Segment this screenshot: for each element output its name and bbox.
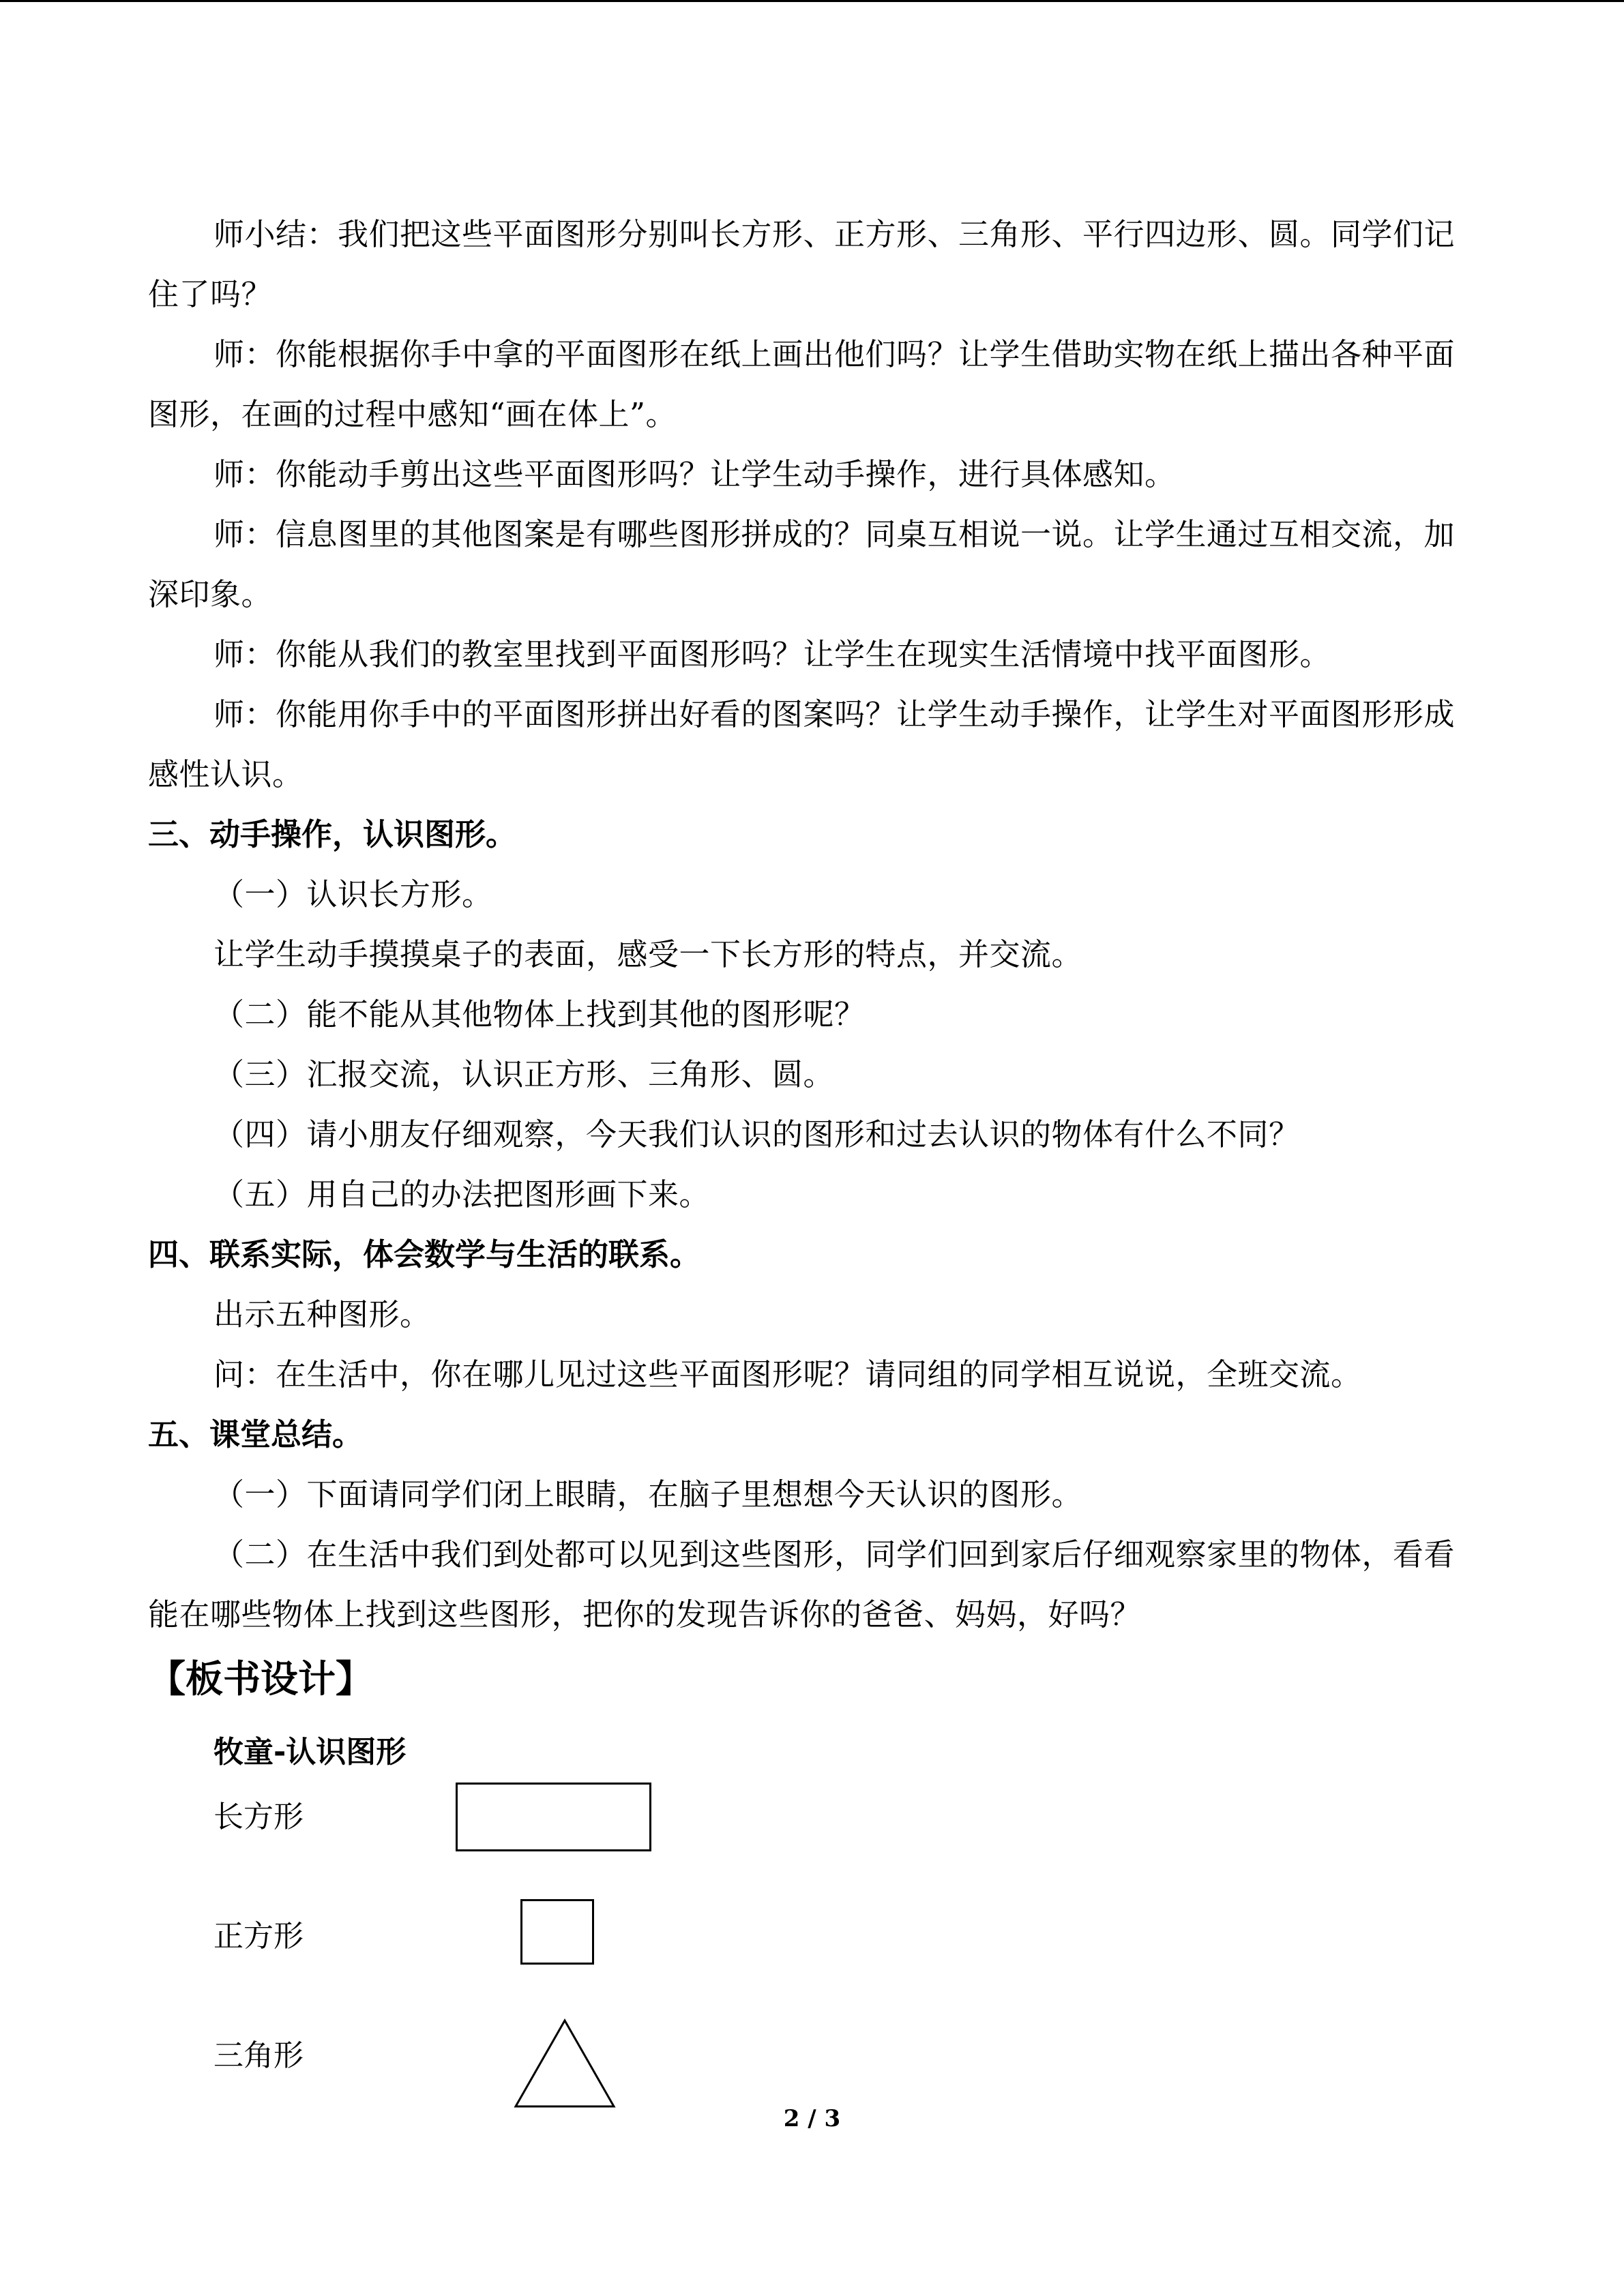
list-item: （三）汇报交流，认识正方形、三角形、圆。 bbox=[213, 1056, 835, 1092]
paragraph: 师：你能从我们的教室里找到平面图形吗？让学生在现实生活情境中找平面图形。 bbox=[213, 636, 1331, 672]
section-heading: 四、联系实际，体会数学与生活的联系。 bbox=[148, 1236, 701, 1272]
paragraph: 师：信息图里的其他图案是有哪些图形拼成的？同桌互相说一说。让学生通过互相交流，加深印象。 bbox=[148, 516, 1456, 612]
list-item: （二）在生活中我们到处都可以见到这些图形，同学们回到家后仔细观察家里的物体，看看能在哪些物体上找到这些图形，把你的发现告诉你的爸爸、妈妈，好吗？ bbox=[148, 1536, 1456, 1632]
list-item: 让学生动手摸摸桌子的表面，感受一下长方形的特点，并交流。 bbox=[213, 936, 1083, 972]
list-item: 出示五种图形。 bbox=[213, 1296, 431, 1332]
shape-label-square: 正方形 bbox=[213, 1919, 304, 1954]
paragraph: 师小结：我们把这些平面图形分别叫长方形、正方形、三角形、平行四边形、圆。同学们记住了吗？ bbox=[148, 216, 1456, 312]
rectangle-icon bbox=[456, 1783, 651, 1851]
list-item: （五）用自己的办法把图形画下来。 bbox=[213, 1176, 711, 1212]
paragraph: 师：你能动手剪出这些平面图形吗？让学生动手操作，进行具体感知。 bbox=[213, 456, 1176, 492]
list-item: （一）下面请同学们闭上眼睛，在脑子里想想今天认识的图形。 bbox=[213, 1476, 1083, 1512]
board-design-title: 【板书设计】 bbox=[148, 1657, 374, 1701]
shape-label-rectangle: 长方形 bbox=[213, 1800, 304, 1834]
square-icon bbox=[520, 1899, 594, 1965]
shape-label-triangle: 三角形 bbox=[213, 2038, 304, 2073]
list-item: 问：在生活中，你在哪儿见过这些平面图形呢？请同组的同学相互说说，全班交流。 bbox=[213, 1356, 1362, 1392]
page-number: 2 / 3 bbox=[783, 2105, 841, 2132]
paragraph: 师：你能根据你手中拿的平面图形在纸上画出他们吗？让学生借助实物在纸上描出各种平面图形，在画的过程中感知“画在体上”。 bbox=[148, 336, 1456, 432]
list-item: （一）认识长方形。 bbox=[213, 876, 493, 912]
section-heading: 三、动手操作，认识图形。 bbox=[148, 816, 517, 852]
board-design bbox=[213, 1732, 1032, 2100]
section-heading: 五、课堂总结。 bbox=[148, 1416, 364, 1452]
page-top-border bbox=[0, 0, 1624, 2]
list-item: （四）请小朋友仔细观察，今天我们认识的图形和过去认识的物体有什么不同？ bbox=[213, 1116, 1300, 1152]
triangle-icon bbox=[514, 2018, 616, 2108]
document-body bbox=[148, 205, 1464, 1713]
paragraph: 师：你能用你手中的平面图形拼出好看的图案吗？让学生动手操作，让学生对平面图形形成感性认识。 bbox=[148, 696, 1456, 792]
list-item: （二）能不能从其他物体上找到其他的图形呢？ bbox=[213, 996, 866, 1032]
board-subtitle: 牧童-认识图形 bbox=[213, 1735, 407, 1770]
